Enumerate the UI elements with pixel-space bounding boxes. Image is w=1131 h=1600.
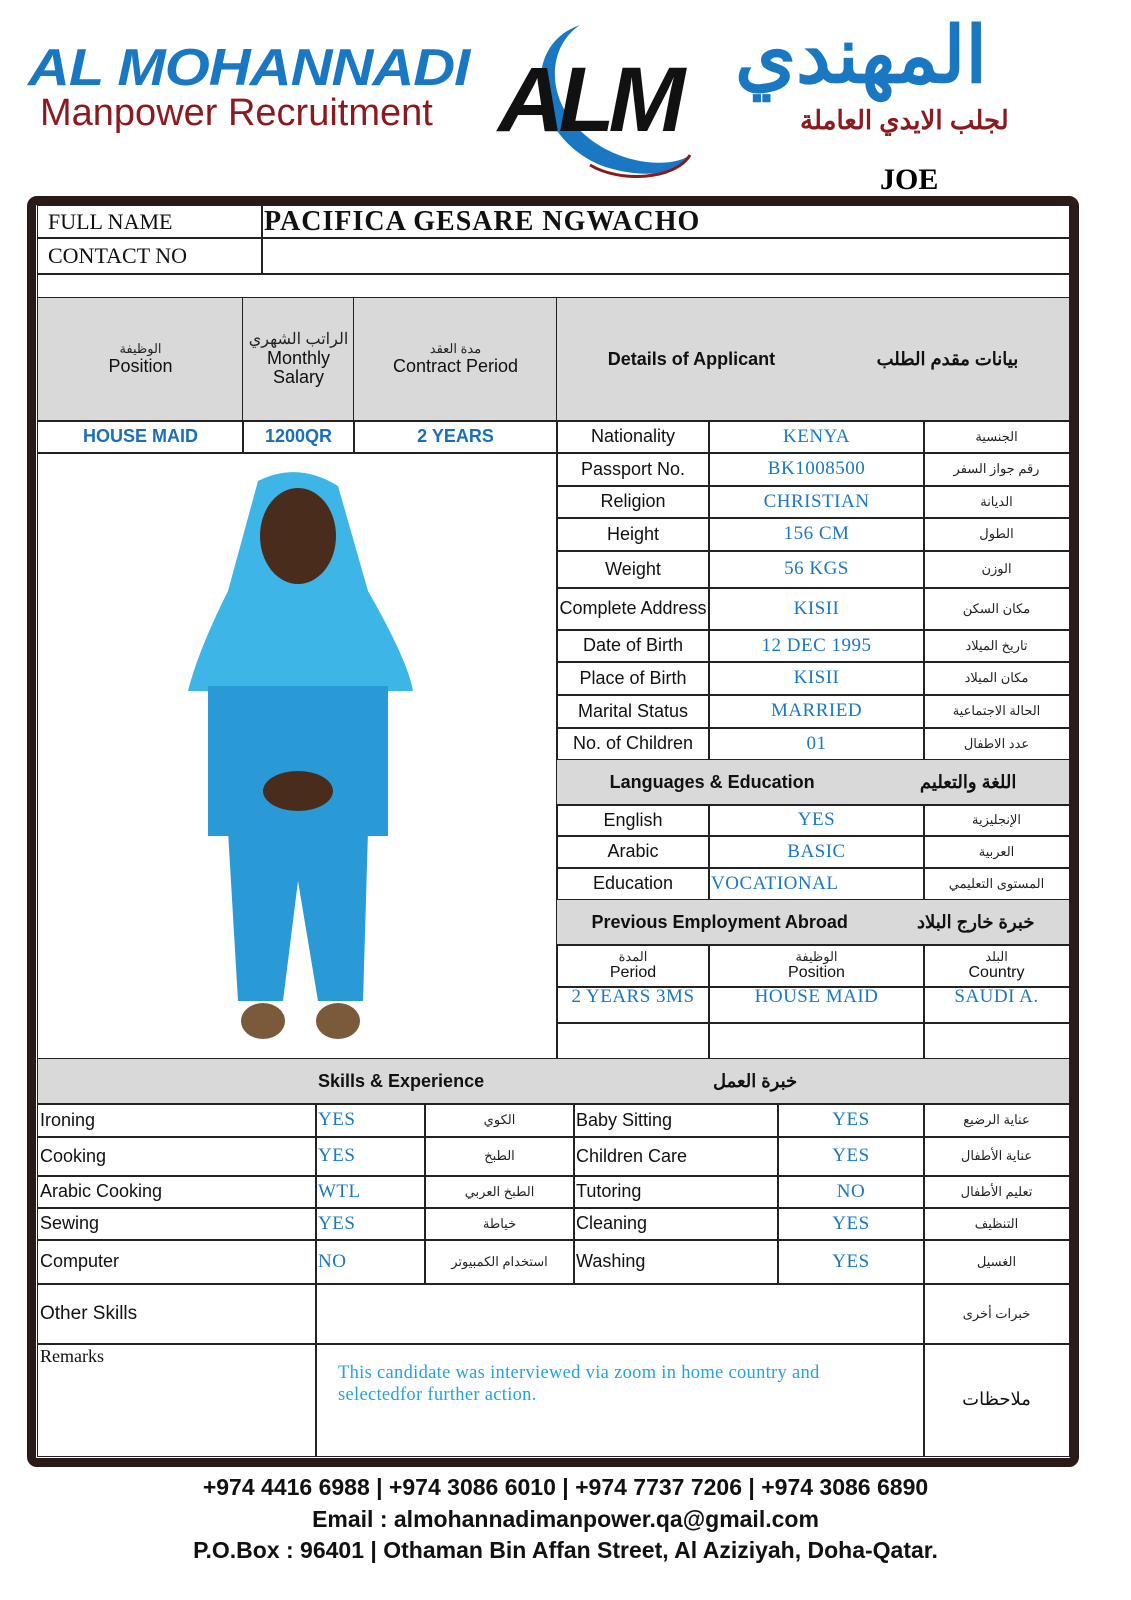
detail-label: Nationality <box>556 420 710 454</box>
skill-label: Tutoring <box>573 1175 779 1209</box>
skill-ar: عناية الرضيع <box>923 1103 1070 1138</box>
detail-label: Place of Birth <box>556 661 710 696</box>
remarks-ar: ملاحظات <box>923 1343 1070 1457</box>
company-logo <box>0 0 1131 196</box>
language-ar: العربية <box>923 835 1070 869</box>
full-name-label: FULL NAME <box>37 205 263 239</box>
skill-label: Washing <box>573 1239 779 1285</box>
detail-ar: رقم جواز السفر <box>923 452 1070 487</box>
detail-ar: الوزن <box>923 550 1070 589</box>
emp-position-header: الوظيفة Position <box>708 944 925 988</box>
skill-ar: الغسيل <box>923 1239 1070 1285</box>
logo-text: ALM <box>498 49 680 151</box>
remarks-text: This candidate was interviewed via zoom in home country and selectedfor further action. <box>315 1343 925 1457</box>
detail-value: CHRISTIAN <box>708 485 925 519</box>
detail-ar: مكان الميلاد <box>923 661 1070 696</box>
footer-address: P.O.Box : 96401 | Othaman Bin Affan Street, Al Aziziyah, Doha-Qatar. <box>193 1537 938 1563</box>
emp-period: 2 YEARS 3MS <box>556 986 710 1024</box>
contract-header: مدة العقد Contract Period <box>353 297 558 422</box>
detail-label: Complete Address <box>556 587 710 631</box>
detail-ar: الحالة الاجتماعية <box>923 694 1070 729</box>
detail-ar: تاريخ الميلاد <box>923 629 1070 663</box>
skill-value: YES <box>315 1136 426 1177</box>
contract-value: 2 YEARS <box>353 420 558 454</box>
detail-ar: الديانة <box>923 485 1070 519</box>
brand-name: AL MOHANNADI <box>28 38 470 97</box>
skill-ar: استخدام الكمبيوتر <box>424 1239 575 1285</box>
detail-value: 01 <box>708 727 925 761</box>
language-value: BASIC <box>708 835 925 869</box>
language-value: YES <box>708 804 925 837</box>
footer-phones: +974 4416 6988 | +974 3086 6010 | +974 7737 7206 | +974 3086 6890 <box>202 1474 929 1500</box>
skill-label: Cooking <box>37 1136 317 1177</box>
skill-ar: الطبخ <box>424 1136 575 1177</box>
detail-ar: مكان السكن <box>923 587 1070 631</box>
language-label: Education <box>556 867 710 901</box>
skill-label: Children Care <box>573 1136 779 1177</box>
skill-value: YES <box>777 1103 925 1138</box>
skill-value: NO <box>777 1175 925 1209</box>
skill-ar: عناية الأطفال <box>923 1136 1070 1177</box>
detail-value: 56 KGS <box>708 550 925 589</box>
language-label: English <box>556 804 710 837</box>
detail-value: MARRIED <box>708 694 925 729</box>
skill-label: Arabic Cooking <box>37 1175 317 1209</box>
emp-empty-cell <box>708 1022 925 1060</box>
detail-ar: الجنسية <box>923 420 1070 454</box>
detail-value: BK1008500 <box>708 452 925 487</box>
footer-email: Email : almohannadimanpower.qa@gmail.com <box>312 1506 819 1532</box>
detail-value: 12 DEC 1995 <box>708 629 925 663</box>
period-header: المدة Period <box>556 944 710 988</box>
detail-label: No. of Children <box>556 727 710 761</box>
detail-value: KENYA <box>708 420 925 454</box>
employment-header: Previous Employment Abroad خبرة خارج البلاد <box>556 899 1070 946</box>
emp-country: SAUDI A. <box>923 986 1070 1024</box>
full-name-value: PACIFICA GESARE NGWACHO <box>261 205 1070 239</box>
applicant-photo <box>37 452 558 1060</box>
detail-ar: عدد الاطفال <box>923 727 1070 761</box>
skill-label: Sewing <box>37 1207 317 1241</box>
salary-value: 1200QR <box>242 420 355 454</box>
skill-value: NO <box>315 1239 426 1285</box>
skill-value: YES <box>777 1207 925 1241</box>
detail-label: Height <box>556 517 710 552</box>
skill-value: WTL <box>315 1175 426 1209</box>
skill-label: Ironing <box>37 1103 317 1138</box>
detail-value: 156 CM <box>708 517 925 552</box>
other-skills-label: Other Skills <box>37 1283 317 1345</box>
detail-label: Weight <box>556 550 710 589</box>
details-header: Details of Applicant بيانات مقدم الطلب <box>556 297 1070 422</box>
emp-position: HOUSE MAID <box>708 986 925 1024</box>
detail-label: Passport No. <box>556 452 710 487</box>
skill-value: YES <box>315 1103 426 1138</box>
contact-label: CONTACT NO <box>37 237 263 275</box>
detail-label: Date of Birth <box>556 629 710 663</box>
languages-header: Languages & Education اللغة والتعليم <box>556 759 1070 806</box>
other-skills-ar: خبرات أخرى <box>923 1283 1070 1345</box>
skill-ar: الكوي <box>424 1103 575 1138</box>
detail-label: Religion <box>556 485 710 519</box>
brand-subtitle-arabic: لجلب الايدي العاملة <box>800 105 1009 135</box>
skill-value: YES <box>777 1239 925 1285</box>
detail-value: KISII <box>708 661 925 696</box>
other-skills-value <box>315 1283 925 1345</box>
position-value: HOUSE MAID <box>37 420 244 454</box>
skill-value: YES <box>315 1207 426 1241</box>
brand-subtitle: Manpower Recruitment <box>40 92 433 134</box>
detail-value: KISII <box>708 587 925 631</box>
position-header: الوظيفة Position <box>37 297 244 422</box>
salary-header: الراتب الشهري Monthly Salary <box>242 297 355 422</box>
agent-code: JOE <box>880 163 939 196</box>
language-value: VOCATIONAL <box>708 867 925 901</box>
emp-empty-cell <box>923 1022 1070 1060</box>
skill-ar: تعليم الأطفال <box>923 1175 1070 1209</box>
skill-ar: الطبخ العربي <box>424 1175 575 1209</box>
applicant-photo-figure <box>168 461 428 1051</box>
skill-ar: خياطة <box>424 1207 575 1241</box>
skill-label: Computer <box>37 1239 317 1285</box>
brand-name-arabic: المهندي <box>735 11 988 99</box>
remarks-label: Remarks <box>37 1343 317 1457</box>
contact-value <box>261 237 1070 275</box>
language-label: Arabic <box>556 835 710 869</box>
skill-label: Cleaning <box>573 1207 779 1241</box>
detail-label: Marital Status <box>556 694 710 729</box>
language-ar: المستوى التعليمي <box>923 867 1070 901</box>
language-ar: الإنجليزية <box>923 804 1070 837</box>
skills-header: Skills & Experience خبرة العمل <box>37 1058 1070 1105</box>
country-header: البلد Country <box>923 944 1070 988</box>
skill-value: YES <box>777 1136 925 1177</box>
skill-label: Baby Sitting <box>573 1103 779 1138</box>
emp-empty-cell <box>556 1022 710 1060</box>
detail-ar: الطول <box>923 517 1070 552</box>
skill-ar: التنظيف <box>923 1207 1070 1241</box>
spacer-row <box>37 273 1070 299</box>
